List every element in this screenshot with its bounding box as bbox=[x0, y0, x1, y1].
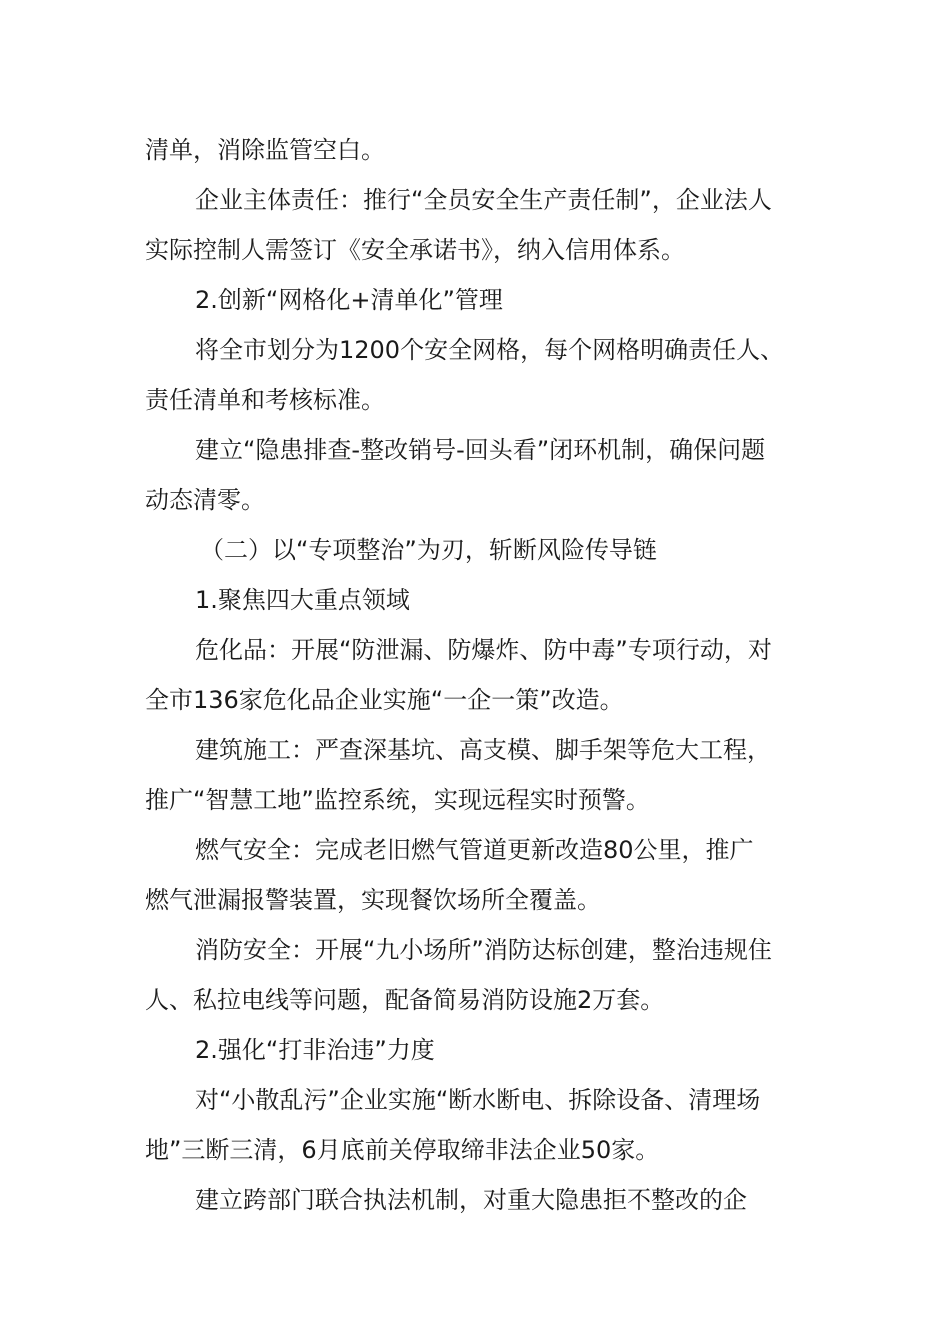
section-heading: （二）以“专项整治”为刃，斩断风险传导链 bbox=[200, 536, 657, 564]
text-line: 危化品：开展“防泄漏、防爆炸、防中毒”专项行动，对 bbox=[195, 636, 772, 664]
text-line: 全市136家危化品企业实施“一企一策”改造。 bbox=[145, 686, 624, 714]
text-line: 建立“隐患排查-整改销号-回头看”闭环机制，确保问题 bbox=[195, 436, 766, 464]
text-line: 将全市划分为1200个安全网格，每个网格明确责任人、 bbox=[195, 336, 785, 364]
section-heading: 2.强化“打非治违”力度 bbox=[195, 1036, 435, 1064]
document-body bbox=[145, 125, 835, 1225]
text-line: 燃气安全：完成老旧燃气管道更新改造80公里，推广 bbox=[195, 836, 754, 864]
section-heading: 2.创新“网格化+清单化”管理 bbox=[195, 286, 503, 314]
text-line: 推广“智慧工地”监控系统，实现远程实时预警。 bbox=[145, 786, 650, 814]
text-line: 消防安全：开展“九小场所”消防达标创建，整治违规住 bbox=[195, 936, 772, 964]
text-line: 人、私拉电线等问题，配备简易消防设施2万套。 bbox=[145, 986, 665, 1014]
text-line: 清单，消除监管空白。 bbox=[145, 136, 385, 164]
text-line: 燃气泄漏报警装置，实现餐饮场所全覆盖。 bbox=[145, 886, 601, 914]
text-line: 责任清单和考核标准。 bbox=[145, 386, 385, 414]
text-line: 建立跨部门联合执法机制，对重大隐患拒不整改的企 bbox=[195, 1186, 747, 1214]
text-line: 实际控制人需签订《安全承诺书》，纳入信用体系。 bbox=[145, 236, 685, 264]
text-line: 企业主体责任：推行“全员安全生产责任制”，企业法人 bbox=[195, 186, 772, 214]
section-heading: 1.聚焦四大重点领域 bbox=[195, 586, 410, 614]
text-line: 动态清零。 bbox=[145, 486, 265, 514]
text-line: 建筑施工：严查深基坑、高支模、脚手架等危大工程， bbox=[195, 736, 771, 764]
text-line: 地”三断三清，6月底前关停取缔非法企业50家。 bbox=[145, 1136, 660, 1164]
text-line: 对“小散乱污”企业实施“断水断电、拆除设备、清理场 bbox=[195, 1086, 761, 1114]
